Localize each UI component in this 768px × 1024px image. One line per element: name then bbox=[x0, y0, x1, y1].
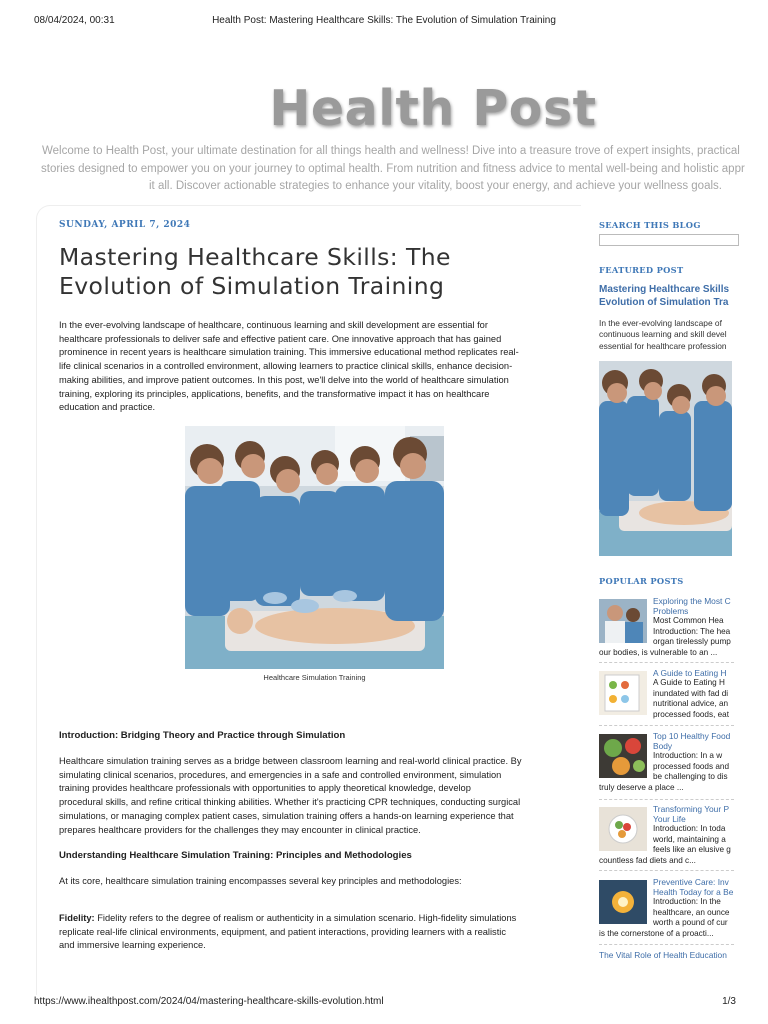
divider bbox=[599, 870, 734, 871]
body-line: Healthcare simulation training serves as a bridge between classroom learning and real-world clinical practice. By bbox=[59, 756, 522, 766]
popular-post-title bbox=[653, 732, 734, 751]
popular-title-line: A Guide to Eating H bbox=[653, 669, 727, 678]
snippet-line: organ tirelessly pump bbox=[653, 637, 731, 646]
snippet-line: countless fad diets and c... bbox=[599, 855, 696, 865]
snippet-line: inundated with fad di bbox=[653, 688, 729, 698]
snippet-line: our bodies, is vulnerable to an ... bbox=[599, 647, 718, 657]
featured-illustration bbox=[599, 361, 732, 556]
search-heading: SEARCH THIS BLOG bbox=[599, 220, 701, 230]
featured-snippet-line: In the ever-evolving landscape of bbox=[599, 318, 722, 328]
post-title-line: Evolution of Simulation Training bbox=[59, 272, 445, 300]
blog-description-line: it all. Discover actionable strategies to enhance your vitality, boost your energy, and achieve your wellness goals. bbox=[149, 180, 722, 192]
snippet-line: A Guide to Eating H bbox=[653, 678, 725, 687]
simulation-training-illustration bbox=[185, 426, 444, 669]
popular-title-line: Your Life bbox=[653, 813, 686, 824]
blog-description bbox=[0, 143, 768, 196]
fidelity-line-1 bbox=[59, 912, 571, 926]
section-heading-principles: Understanding Healthcare Simulation Training: Principles and Methodologies bbox=[59, 850, 412, 861]
snippet-line: processed foods, eat bbox=[653, 709, 730, 719]
snippet-line: Most Common Hea bbox=[653, 616, 724, 625]
divider bbox=[599, 725, 734, 726]
popular-post-item[interactable] bbox=[599, 597, 734, 669]
popular-heading: POPULAR POSTS bbox=[599, 576, 684, 586]
figure-caption: Healthcare Simulation Training bbox=[263, 673, 366, 682]
post-intro bbox=[59, 319, 571, 415]
fidelity-label: Fidelity: bbox=[59, 913, 95, 923]
popular-title-line: Top 10 Healthy Food bbox=[653, 732, 731, 741]
intro-line: life clinical scenarios in a controlled environment, allowing learners to practice clinical skills, enhance decision- bbox=[59, 361, 513, 372]
popular-post-title bbox=[653, 805, 734, 824]
print-page-number: 1/3 bbox=[722, 996, 736, 1007]
post-title[interactable] bbox=[59, 243, 559, 301]
popular-title-line: Health Today for a Be bbox=[653, 886, 734, 897]
popular-post-snippet bbox=[599, 897, 734, 939]
fidelity-text: Fidelity refers to the degree of realism or authenticity in a simulation scenario. High-fidelity simulations bbox=[94, 913, 517, 923]
popular-title-line: Exploring the Most C bbox=[653, 597, 731, 606]
featured-title-line: Evolution of Simulation Tra bbox=[599, 297, 729, 308]
popular-title-line: Preventive Care: Inv bbox=[653, 878, 729, 887]
featured-snippet-line: continuous learning and skill devel bbox=[599, 329, 727, 340]
snippet-line: Introduction: In toda bbox=[653, 824, 726, 833]
divider bbox=[599, 799, 734, 800]
popular-post-title bbox=[653, 597, 734, 616]
print-datetime: 08/04/2024, 00:31 bbox=[34, 15, 115, 26]
snippet-line: Introduction: The hea bbox=[653, 626, 731, 636]
snippet-line: nutritional advice, an bbox=[653, 699, 729, 708]
snippet-line: worth a pound of cur bbox=[653, 918, 728, 927]
intro-line: making abilities, and improve patient outcomes. In this post, we'll delve into the world of healthcare simulation bbox=[59, 374, 509, 385]
popular-post-link[interactable]: The Vital Role of Health Education bbox=[599, 950, 727, 960]
popular-title-line: Transforming Your P bbox=[653, 805, 730, 814]
snippet-line: processed foods and bbox=[653, 761, 730, 771]
popular-post-snippet bbox=[599, 824, 734, 866]
snippet-line: be challenging to dis bbox=[653, 772, 728, 781]
featured-heading: FEATURED POST bbox=[599, 265, 684, 275]
snippet-line: truly deserve a place ... bbox=[599, 782, 684, 792]
fidelity-line: replicate real-life clinical environments, equipment, and patient interactions, providing learners with a realistic bbox=[59, 926, 506, 937]
featured-post-image[interactable] bbox=[599, 361, 732, 556]
intro-line: training, exploring its principles, applications, benefits, and the transformative impact it has on healthcare bbox=[59, 388, 490, 399]
print-url: https://www.ihealthpost.com/2024/04/mastering-healthcare-skills-evolution.html bbox=[34, 996, 384, 1007]
featured-post-title[interactable] bbox=[599, 283, 739, 309]
popular-post-snippet bbox=[599, 678, 734, 720]
intro-line: education and practice. bbox=[59, 402, 156, 413]
snippet-line: Introduction: In the bbox=[653, 897, 721, 906]
featured-title-line: Mastering Healthcare Skills bbox=[599, 284, 730, 295]
featured-post-snippet bbox=[599, 318, 739, 352]
snippet-line: healthcare, an ounce bbox=[653, 907, 730, 917]
post-title-line: Mastering Healthcare Skills: The bbox=[59, 243, 451, 271]
popular-post-snippet bbox=[599, 751, 734, 793]
blog-title[interactable]: Health Post bbox=[269, 80, 597, 137]
search-input[interactable] bbox=[599, 234, 739, 246]
fidelity-paragraph bbox=[59, 912, 571, 953]
print-page-title: Health Post: Mastering Healthcare Skills: The Evolution of Simulation Training bbox=[212, 15, 556, 26]
post-body-intro bbox=[59, 755, 571, 837]
simulation-training-image[interactable] bbox=[185, 426, 444, 669]
intro-line: healthcare professionals to deliver safe and effective patient care. One innovative approach that has gained bbox=[59, 333, 502, 344]
intro-line: In the ever-evolving landscape of healthcare, continuous learning and skill development are essential for bbox=[59, 320, 488, 330]
popular-title-line: Problems bbox=[653, 605, 689, 616]
divider bbox=[599, 662, 734, 663]
snippet-line: is the cornerstone of a proacti... bbox=[599, 928, 714, 938]
popular-post-item[interactable] bbox=[599, 732, 734, 804]
popular-title-line: Body bbox=[653, 740, 673, 751]
intro-line: prominence in recent years is healthcare simulation training. This immersive educational method replicates real- bbox=[59, 347, 519, 358]
body-line: simulating clinical scenarios, procedures, and emergencies in a safe and controlled environment, simulation bbox=[59, 769, 502, 780]
body-line: simulations, or managing complex patient cases, simulation training offers a hands-on learning experience that bbox=[59, 810, 514, 821]
principles-intro: At its core, healthcare simulation training encompasses several key principles and methodologies: bbox=[59, 876, 462, 886]
body-line: training provides healthcare professionals with opportunities to apply theoretical knowledge, develop bbox=[59, 783, 471, 794]
popular-post-title bbox=[653, 878, 734, 897]
body-line: prepares healthcare providers for the challenges they may encounter in clinical practice. bbox=[59, 824, 421, 835]
popular-post-snippet bbox=[599, 616, 734, 658]
body-line: procedural skills, and refine critical thinking abilities. Whether it's practicing CPR techniques, conducting surgical bbox=[59, 797, 521, 808]
post-date: SUNDAY, APRIL 7, 2024 bbox=[59, 220, 191, 230]
fidelity-line: and immersive learning experience. bbox=[59, 940, 206, 951]
popular-post-item[interactable] bbox=[599, 805, 734, 877]
blog-description-line: stories designed to empower you on your journey to optimal health. From nutrition and fitness advice to mental well-being and holistic appr bbox=[41, 162, 745, 175]
popular-post-item[interactable] bbox=[599, 878, 734, 950]
snippet-line: Introduction: In a w bbox=[653, 751, 723, 760]
popular-post-item[interactable] bbox=[599, 669, 734, 741]
blog-description-line: Welcome to Health Post, your ultimate destination for all things health and wellness! Dive into a treasure trove of expert insights, practical bbox=[42, 145, 740, 157]
featured-snippet-line: essential for healthcare profession bbox=[599, 340, 727, 351]
snippet-line: feels like an elusive g bbox=[653, 845, 731, 854]
section-heading-intro: Introduction: Bridging Theory and Practice through Simulation bbox=[59, 730, 346, 741]
divider bbox=[599, 944, 734, 945]
snippet-line: world, maintaining a bbox=[653, 834, 726, 844]
